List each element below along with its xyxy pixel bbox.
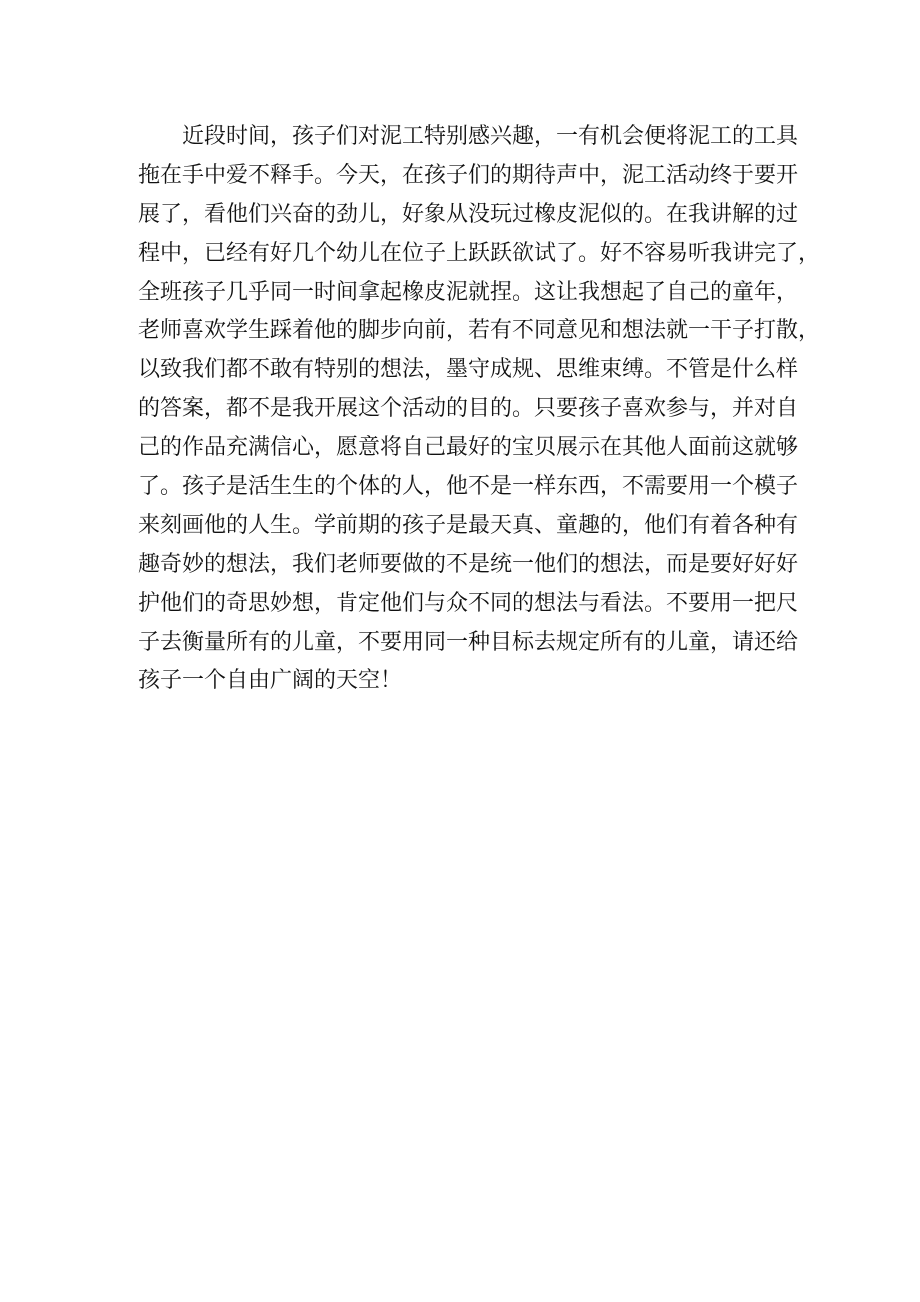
paragraph-line: 近段时间，孩子们对泥工特别感兴趣，一有机会便将泥工的工具 [182,124,799,149]
paragraph-line: 以致我们都不敢有特别的想法，墨守成规、思维束缚。不管是什么样 [138,357,799,383]
paragraph-line: 己的作品充满信心，愿意将自己最好的宝贝展示在其他人面前这就够 [138,435,799,461]
paragraph-line: 子去衡量所有的儿童，不要用同一种目标去规定所有的儿童，请还给 [138,629,799,655]
paragraph-line: 老师喜欢学生踩着他的脚步向前，若有不同意见和想法就一干子打散， [138,318,821,344]
paragraph-line: 孩子一个自由广阔的天空！ [138,668,403,694]
paragraph-line: 展了，看他们兴奋的劲儿，好象从没玩过橡皮泥似的。在我讲解的过 [138,201,799,227]
paragraph-line: 来刻画他的人生。学前期的孩子是最天真、童趣的，他们有着各种有 [138,512,799,538]
body-paragraph [138,118,821,701]
paragraph-line: 拖在手中爱不释手。今天，在孩子们的期待声中，泥工活动终于要开 [138,162,799,188]
paragraph-line: 的答案，都不是我开展这个活动的目的。只要孩子喜欢参与，并对自 [138,396,799,422]
paragraph-line: 全班孩子几乎同一时间拿起橡皮泥就捏。这让我想起了自己的童年， [138,279,799,305]
paragraph-line: 趣奇妙的想法，我们老师要做的不是统一他们的想法，而是要好好好 [138,551,799,577]
paragraph-line: 护他们的奇思妙想，肯定他们与众不同的想法与看法。不要用一把尺 [138,590,799,616]
paragraph-line: 了。孩子是活生生的个体的人，他不是一样东西，不需要用一个模子 [138,474,799,500]
paragraph-line: 程中，已经有好几个幼儿在位子上跃跃欲试了。好不容易听我讲完了， [138,240,821,266]
